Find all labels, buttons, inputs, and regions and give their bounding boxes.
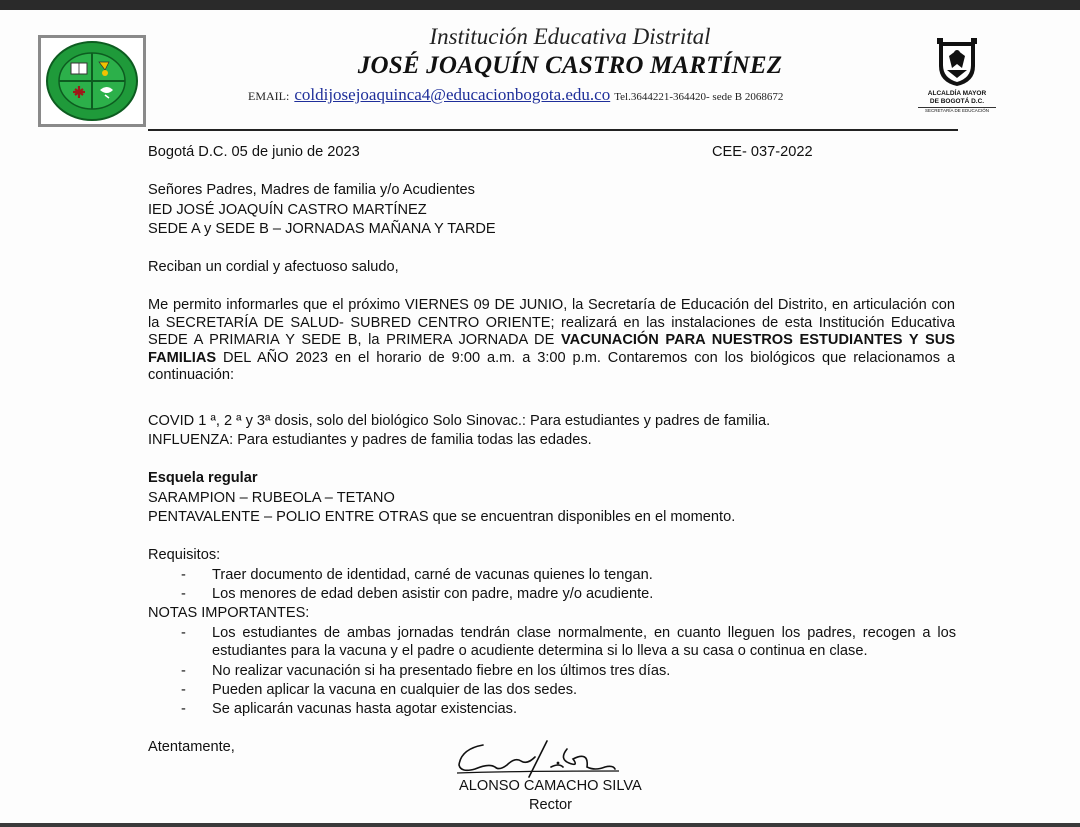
intro-highlight: VACUNACIÓN PARA NUESTROS ESTUDIANTES Y SUS FAMILIAS: [148, 332, 955, 366]
bogota-coat-of-arms-icon: [935, 38, 979, 88]
greeting: Reciban un cordial y afectuoso saludo,: [148, 259, 399, 275]
school-logo: [38, 35, 146, 127]
intro-paragraph: [148, 297, 955, 385]
covid-line: COVID 1 ª, 2 ª y 3ª dosis, solo del biológico Solo Sinovac.: Para estudiantes y padres de familia.: [148, 413, 771, 429]
list-bullet: -: [181, 625, 186, 641]
school-crest-icon: [45, 40, 140, 122]
contact-line: [248, 85, 888, 105]
nota-item: No realizar vacunación si ha presentado fiebre en los últimos tres días.: [212, 663, 671, 679]
top-border: [0, 0, 1080, 10]
recipient-line-1: Señores Padres, Madres de familia y/o Acudientes: [148, 182, 475, 198]
intro-text-2: DEL AÑO 2023 en el horario de 9:00 a.m. a 3:00 p.m. Contaremos con los biológicos que relacionamos a continuación:: [148, 349, 956, 384]
letter-reference: CEE- 037-2022: [712, 144, 813, 160]
signer-name: ALONSO CAMACHO SILVA: [459, 778, 642, 794]
closing: Atentamente,: [148, 739, 235, 755]
requisito-item: Los menores de edad deben asistir con padre, madre y/o acudiente.: [212, 586, 654, 602]
signer-title: Rector: [529, 797, 572, 813]
letter-date: Bogotá D.C. 05 de junio de 2023: [148, 144, 360, 160]
nota-item: Se aplicarán vacunas hasta agotar existencias.: [212, 701, 518, 717]
institution-type: Institución Educativa Distrital: [429, 24, 711, 49]
recipient-line-2: IED JOSÉ JOAQUÍN CASTRO MARTÍNEZ: [148, 202, 427, 218]
header-divider: [148, 129, 958, 131]
email-label: EMAIL:: [248, 89, 290, 103]
list-bullet: -: [181, 586, 186, 602]
esquela-line-1: SARAMPION – RUBEOLA – TETANO: [148, 490, 395, 506]
bottom-border: [0, 823, 1080, 827]
email-link[interactable]: coldijosejoaquinca4@educacionbogota.edu.co: [294, 85, 611, 104]
requisitos-title: Requisitos:: [148, 547, 221, 563]
alcaldia-name-line2: DE BOGOTÁ D.C.: [929, 98, 985, 105]
alcaldia-secretaria: SECRETARÍA DE EDUCACIÓN: [918, 107, 996, 114]
phone-numbers: Tel.3644221-364420- sede B 2068672: [614, 91, 784, 103]
recipient-line-3: SEDE A y SEDE B – JORNADAS MAÑANA Y TARDE: [148, 221, 496, 237]
alcaldia-logo: [918, 38, 996, 114]
list-bullet: -: [181, 682, 186, 698]
handwritten-signature: [455, 737, 625, 779]
influenza-line: INFLUENZA: Para estudiantes y padres de familia todas las edades.: [148, 432, 592, 448]
list-bullet: -: [181, 663, 186, 679]
nota-item: Los estudiantes de ambas jornadas tendrán clase normalmente, en cuanto lleguen los padres, recogen a los estudiantes para la vacuna y el padre o acudiente determina si lo lleva a su casa o continua en clase.: [212, 625, 956, 659]
alcaldia-name-line1: ALCALDÍA MAYOR: [927, 90, 987, 97]
nota-item: Pueden aplicar la vacuna en cualquier de las dos sedes.: [212, 682, 578, 698]
requisito-item: Traer documento de identidad, carné de vacunas quienes lo tengan.: [212, 567, 653, 583]
institution-name: JOSÉ JOAQUÍN CASTRO MARTÍNEZ: [357, 52, 783, 79]
esquela-line-2: PENTAVALENTE – POLIO ENTRE OTRAS que se encuentran disponibles en el momento.: [148, 509, 736, 525]
intro-text-1: Me permito informarles que el próximo VIERNES 09 DE JUNIO, la Secretaría de Educación del Distrito, en articulación con la SECRETARÍA DE SALUD- SUBRED CENTRO ORIENTE; realizará en las instalaciones de esta Institución Educativa SEDE A PRIMARIA Y SEDE B, la PRIMERA JORNADA DE: [148, 297, 955, 349]
esquela-title: Esquela regular: [148, 470, 258, 486]
list-bullet: -: [181, 701, 186, 717]
notas-title: NOTAS IMPORTANTES:: [148, 605, 310, 621]
list-bullet: -: [181, 567, 186, 583]
